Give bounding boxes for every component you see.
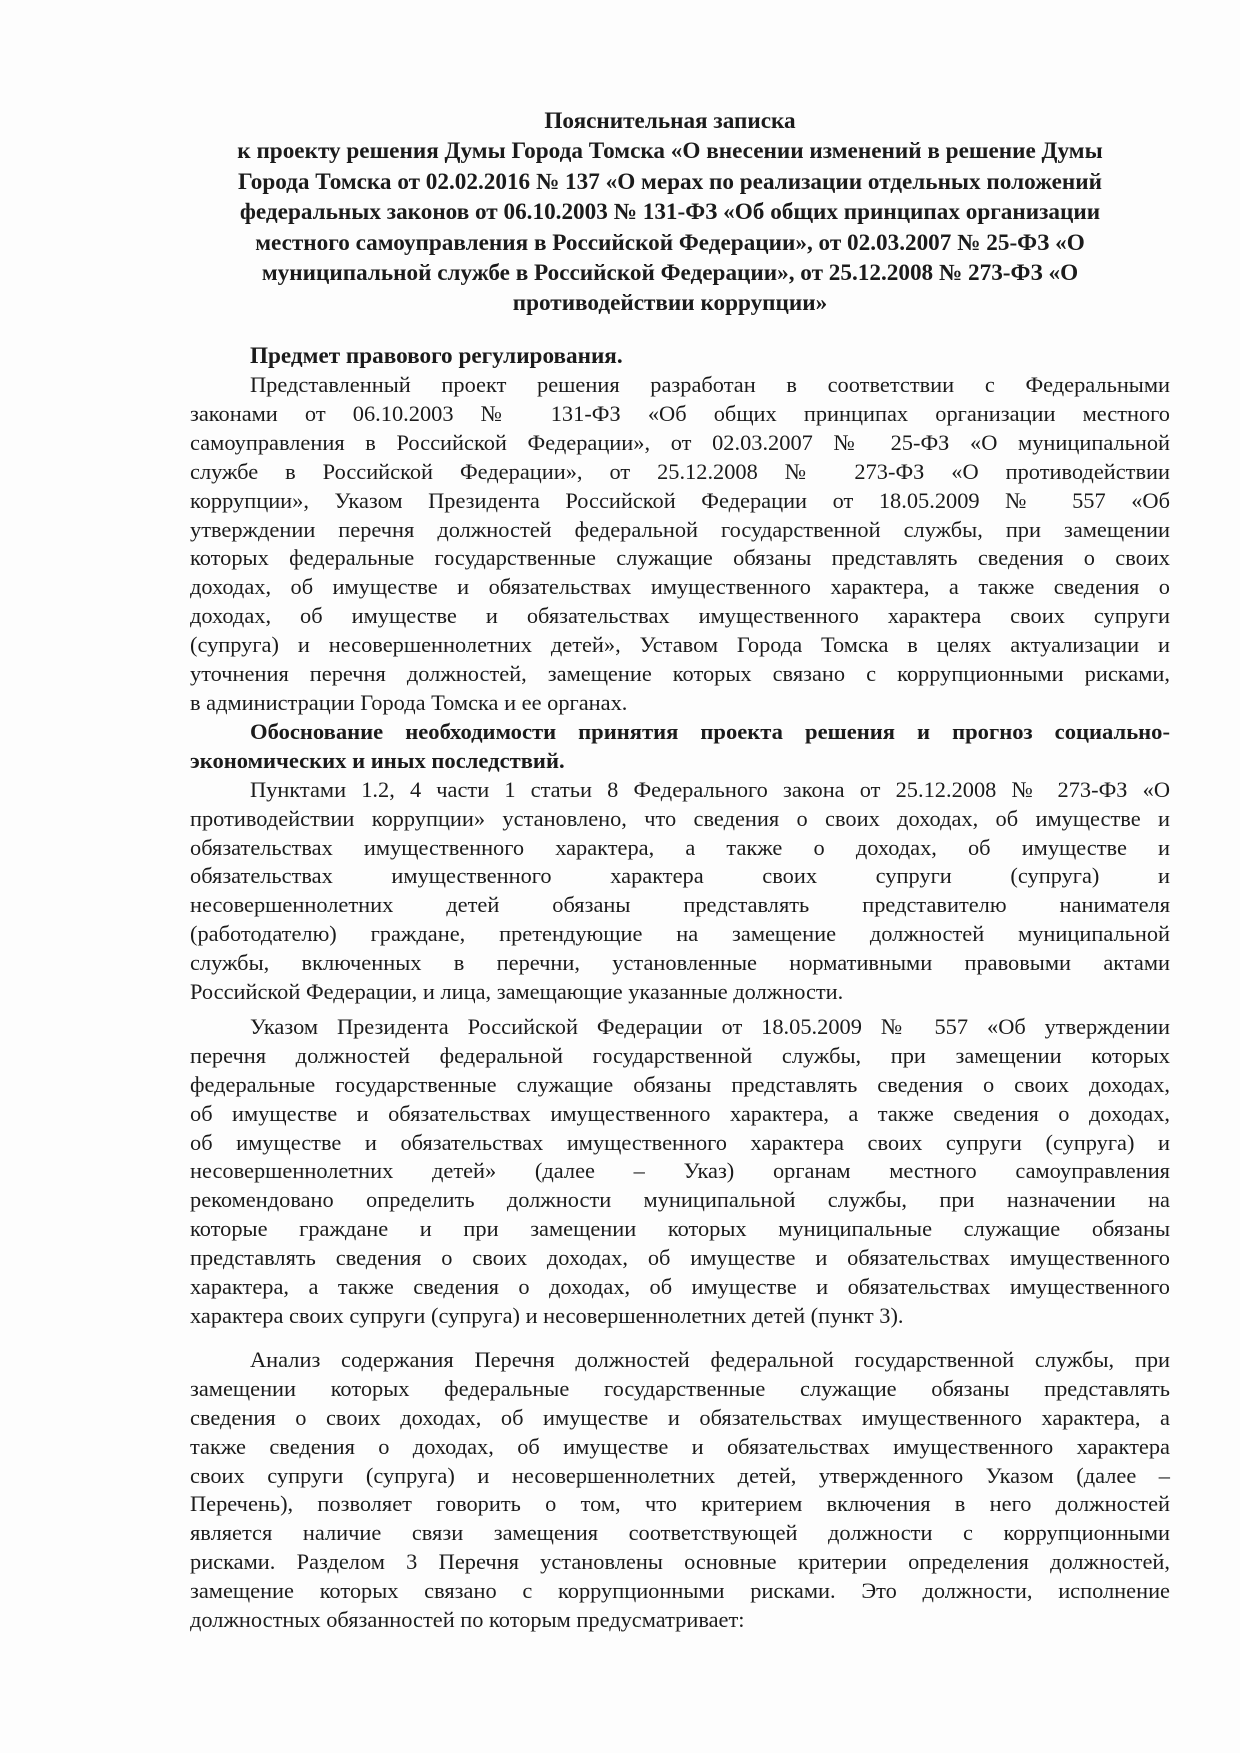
paragraph	[190, 776, 1170, 1007]
text-line: Российской Федерации, и лица, замещающие указанные должности.	[190, 979, 844, 1005]
title-line: противодействии коррупции»	[512, 290, 828, 317]
text-line: представлять сведения о своих доходах, об имуществе и обязательствах имущественного	[190, 1245, 1170, 1271]
text-line: своих супруги (супруга) и несовершеннолетних детей, утвержденного Указом (далее –	[190, 1462, 1170, 1488]
text-line: службы, включенных в перечни, установленные нормативными правовыми актами	[190, 950, 1170, 976]
text-line: которых федеральные государственные служащие обязаны представлять сведения о своих	[190, 545, 1170, 571]
text-line: самоуправления в Российской Федерации», от 02.03.2007 № 25-ФЗ «О муниципальной	[190, 429, 1170, 455]
heading-line: Обоснование необходимости принятия проекта решения и прогноз социально-	[250, 718, 1170, 744]
paragraph	[190, 371, 1170, 718]
text-line: рекомендовано определить должности муниципальной службы, при назначении на	[190, 1187, 1170, 1213]
text-line: коррупции», Указом Президента Российской Федерации от 18.05.2009 № 557 «Об	[190, 487, 1170, 513]
text-line: Перечень), позволяет говорить о том, что критерием включения в него должностей	[190, 1491, 1170, 1517]
text-line: также сведения о доходах, об имуществе и обязательствах имущественного характера	[190, 1433, 1170, 1459]
text-line: в администрации Города Томска и ее органах.	[190, 689, 628, 715]
text-line: законами от 06.10.2003 № 131-ФЗ «Об общих принципах организации местного	[190, 400, 1170, 426]
text-line: (работодателю) граждане, претендующие на замещение должностей муниципальной	[190, 921, 1170, 947]
document-body	[190, 371, 1170, 1635]
text-line: противодействии коррупции» установлено, что сведения о своих доходах, об имуществе и	[190, 805, 1170, 831]
text-line: доходах, об имуществе и обязательствах имущественного характера своих супруги	[190, 603, 1170, 629]
text-line: Указом Президента Российской Федерации от 18.05.2009 № 557 «Об утверждении	[250, 1013, 1170, 1039]
text-line: замещении которых федеральные государственные служащие обязаны представлять	[190, 1375, 1170, 1401]
text-line: обязательствах имущественного характера своих супруги (супруга) и	[190, 863, 1170, 889]
document-title	[160, 106, 1180, 319]
text-line: Пунктами 1.2, 4 части 1 статьи 8 Федерального закона от 25.12.2008 № 273-ФЗ «О	[250, 776, 1170, 802]
text-line: рисками. Разделом 3 Перечня установлены основные критерии определения должностей,	[190, 1549, 1170, 1575]
title-line: муниципальной службе в Российской Федерации», от 25.12.2008 № 273-ФЗ «О	[261, 260, 1079, 287]
text-line: характера своих супруги (супруга) и несовершеннолетних детей (пункт 3).	[190, 1303, 904, 1328]
section-heading-justification	[190, 718, 1170, 776]
paragraph	[190, 1346, 1170, 1635]
text-line: сведения о своих доходах, об имуществе и обязательствах имущественного характера, а	[190, 1404, 1170, 1430]
title-line: Города Томска от 02.02.2016 № 137 «О мерах по реализации отдельных положений	[238, 168, 1102, 195]
title-line: местного самоуправления в Российской Федерации», от 02.03.2007 № 25-ФЗ «О	[255, 229, 1085, 256]
text-line: замещение которых связано с коррупционными рисками. Это должности, исполнение	[190, 1578, 1170, 1604]
text-line: несовершеннолетних детей» (далее – Указ) органам местного самоуправления	[190, 1158, 1170, 1184]
text-line: которые граждане и при замещении которых муниципальные служащие обязаны	[190, 1216, 1170, 1242]
text-line: (супруга) и несовершеннолетних детей», Уставом Города Томска в целях актуализации и	[190, 632, 1170, 658]
text-line: службе в Российской Федерации», от 25.12.2008 № 273-ФЗ «О противодействии	[190, 458, 1170, 484]
text-line: обязательствах имущественного характера, а также о доходах, об имуществе и	[190, 834, 1170, 860]
paragraph	[190, 1013, 1170, 1331]
title-line: федеральных законов от 06.10.2003 № 131-ФЗ «Об общих принципах организации	[239, 199, 1101, 226]
heading-line: экономических и иных последствий.	[190, 747, 565, 773]
text-line: несовершеннолетних детей обязаны представлять представителю нанимателя	[190, 892, 1170, 918]
text-line: характера, а также сведения о доходах, об имуществе и обязательствах имущественного	[190, 1274, 1170, 1300]
text-line: перечня должностей федеральной государственной службы, при замещении которых	[190, 1042, 1170, 1068]
text-line: федеральные государственные служащие обязаны представлять сведения о своих доходах,	[190, 1071, 1170, 1097]
text-line: об имуществе и обязательствах имущественного характера, а также сведения о доходах,	[190, 1100, 1170, 1126]
text-line: утверждении перечня должностей федеральной государственной службы, при замещении	[190, 516, 1170, 542]
text-line: об имуществе и обязательствах имущественного характера своих супруги (супруга) и	[190, 1129, 1170, 1155]
title-line: к проекту решения Думы Города Томска «О внесении изменений в решение Думы	[237, 138, 1103, 165]
text-line: Представленный проект решения разработан в соответствии с Федеральными	[250, 372, 1170, 397]
title-line: Пояснительная записка	[544, 108, 796, 134]
text-line: Анализ содержания Перечня должностей федеральной государственной службы, при	[250, 1346, 1170, 1372]
text-line: уточнения перечня должностей, замещение которых связано с коррупционными рисками,	[190, 661, 1170, 687]
text-line: должностных обязанностей по которым предусматривает:	[190, 1607, 745, 1633]
text-line: является наличие связи замещения соответствующей должности с коррупционными	[190, 1520, 1170, 1546]
section-heading-subject: Предмет правового регулирования.	[250, 343, 623, 369]
text-line: доходах, об имуществе и обязательствах имущественного характера, а также сведения о	[190, 574, 1170, 600]
